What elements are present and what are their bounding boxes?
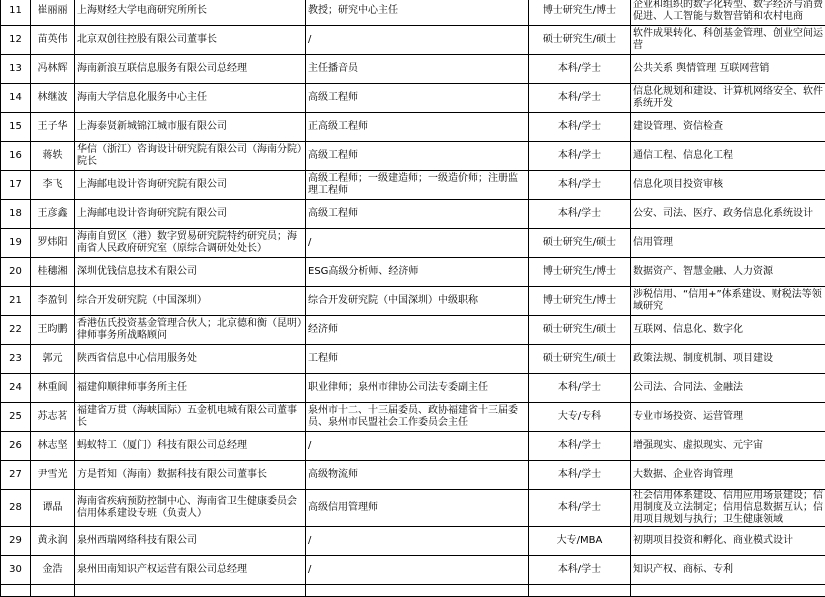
education-degree-cell: 本科/学士: [529, 142, 631, 171]
organization-position-cell: 上海泰贤新城锦江城市服有限公司: [75, 113, 306, 142]
expertise-field-cell: 初期项目投资和孵化、商业模式设计: [631, 527, 825, 556]
organization-position-cell: 上海邮电设计咨询研究院有限公司: [75, 200, 306, 229]
table-row: [1, 55, 825, 84]
table-row: [1, 84, 825, 113]
professional-title-cell: 高级工程师: [306, 200, 529, 229]
professional-title-cell: 教授；研究中心主任: [306, 0, 529, 26]
professional-title-cell: 正高级工程师: [306, 113, 529, 142]
professional-title-cell: /: [306, 26, 529, 55]
expertise-field-cell: 社会信用体系建设、信用应用场景建设；信用制度及立法制定；信用信息数据互认；信用项目规划与执行；卫生健康领域: [631, 490, 825, 527]
professional-title-cell: 高级物流师: [306, 461, 529, 490]
education-degree-cell: 本科/学士: [529, 200, 631, 229]
education-degree-cell: 本科/学士: [529, 171, 631, 200]
expert-name-cell: 王昀鹏: [31, 316, 75, 345]
organization-position-cell: 香港伍氏投资基金管理合伙人；北京德和衡（昆明）律师事务所战略顾问: [75, 316, 306, 345]
expertise-field-cell: 软件成果转化、科创基金管理、创业空间运营: [631, 26, 825, 55]
expert-name-cell: 郭元: [31, 345, 75, 374]
education-degree-cell: 本科/学士: [529, 461, 631, 490]
table-row: [1, 556, 825, 585]
organization-position-cell: 海南大学信息化服务中心主任: [75, 84, 306, 113]
expert-name-cell: 林重阆: [31, 374, 75, 403]
table-row: [1, 461, 825, 490]
row-number-cell: 13: [1, 55, 31, 84]
professional-title-cell: /: [306, 556, 529, 585]
education-degree-cell: 本科/学士: [529, 55, 631, 84]
expertise-field-cell: 建设管理、资信检查: [631, 113, 825, 142]
organization-position-cell: 福建仰顺律师事务所主任: [75, 374, 306, 403]
education-degree-cell: 大专/专科: [529, 403, 631, 432]
expert-name-cell: 冯林辉: [31, 55, 75, 84]
row-number-cell: 28: [1, 490, 31, 527]
organization-position-cell: 泉州田南知识产权运营有限公司总经理: [75, 556, 306, 585]
table-row: [1, 229, 825, 258]
table-row: [1, 171, 825, 200]
education-degree-cell: 本科/学士: [529, 490, 631, 527]
expert-name-cell: 李飞: [31, 171, 75, 200]
professional-title-cell: 工程师: [306, 345, 529, 374]
row-number-cell: 14: [1, 84, 31, 113]
expert-name-cell: 李盈钊: [31, 287, 75, 316]
expert-name-cell: 桂穗湘: [31, 258, 75, 287]
organization-position-cell: 上海财经大学电商研究所所长: [75, 0, 306, 26]
organization-position-cell: 深圳优钱信息技术有限公司: [75, 258, 306, 287]
professional-title-cell: 泉州市十二、十三届委员、政协福建省十三届委员、泉州市民盟社会工作委员会主任: [306, 403, 529, 432]
education-degree-cell: 大专/MBA: [529, 527, 631, 556]
education-degree-cell: 博士研究生/博士: [529, 258, 631, 287]
table-row: [1, 490, 825, 527]
professional-title-cell: ESG高级分析师、经济师: [306, 258, 529, 287]
education-degree-cell: 博士研究生/博士: [529, 0, 631, 26]
education-degree-cell: 本科/学士: [529, 84, 631, 113]
organization-position-cell: 海南自贸区（港）数字贸易研究院特约研究员；海南省人民政府研究室（原综合调研处处长）: [75, 229, 306, 258]
table-row: [1, 0, 825, 26]
expert-name-cell: 林继波: [31, 84, 75, 113]
organization-position-cell: 海南省疾病预防控制中心、海南省卫生健康委员会信用体系建设专班（负责人）: [75, 490, 306, 527]
table-row: [1, 374, 825, 403]
table-row: [1, 26, 825, 55]
expert-name-cell: 苗英伟: [31, 26, 75, 55]
table-row: [1, 258, 825, 287]
row-number-cell: 16: [1, 142, 31, 171]
expertise-field-cell: 公共关系 舆情管理 互联网营销: [631, 55, 825, 84]
professional-title-cell: 主任播音员: [306, 55, 529, 84]
organization-position-cell: 北京双创往控股有限公司董事长: [75, 26, 306, 55]
professional-title-cell: 综合开发研究院（中国深圳）中级职称: [306, 287, 529, 316]
table-row: [1, 585, 825, 597]
professional-title-cell: /: [306, 432, 529, 461]
organization-position-cell: 华信（浙江）咨询设计研究院有限公司（海南分院）院长: [75, 142, 306, 171]
organization-position-cell: 泉州西瑞网络科技有限公司: [75, 527, 306, 556]
organization-position-cell: 蚂蚁特工（厦门）科技有限公司总经理: [75, 432, 306, 461]
education-degree-cell: 本科/学士: [529, 113, 631, 142]
expertise-field-cell: 政策法规、制度机制、项目建设: [631, 345, 825, 374]
education-degree-cell: 本科/学士: [529, 374, 631, 403]
expert-name-cell: 王子华: [31, 113, 75, 142]
expert-name-cell: 王彦鑫: [31, 200, 75, 229]
table-row: [1, 345, 825, 374]
organization-position-cell: [75, 585, 306, 597]
expertise-field-cell: 专业市场投资、运营管理: [631, 403, 825, 432]
row-number-cell: 17: [1, 171, 31, 200]
professional-title-cell: 高级工程师: [306, 142, 529, 171]
row-number-cell: 25: [1, 403, 31, 432]
expert-name-cell: 谭晶: [31, 490, 75, 527]
row-number-cell: 20: [1, 258, 31, 287]
expertise-field-cell: [631, 585, 825, 597]
table-row: [1, 113, 825, 142]
row-number-cell: 21: [1, 287, 31, 316]
organization-position-cell: 方是哲知（海南）数据科技有限公司董事长: [75, 461, 306, 490]
row-number-cell: 11: [1, 0, 31, 26]
education-degree-cell: 硕士研究生/硕士: [529, 316, 631, 345]
table-row: [1, 200, 825, 229]
professional-title-cell: 高级工程师；一级建造师；一级造价师；注册监理工程师: [306, 171, 529, 200]
education-degree-cell: 硕士研究生/硕士: [529, 229, 631, 258]
table-row: [1, 142, 825, 171]
organization-position-cell: 陕西省信息中心信用服务处: [75, 345, 306, 374]
organization-position-cell: 福建省万贯（海峡国际）五金机电城有限公司董事长: [75, 403, 306, 432]
education-degree-cell: [529, 585, 631, 597]
expertise-field-cell: 信息化项目投资审核: [631, 171, 825, 200]
organization-position-cell: 综合开发研究院（中国深圳）: [75, 287, 306, 316]
row-number-cell: 19: [1, 229, 31, 258]
expertise-field-cell: 公安、司法、医疗、政务信息化系统设计: [631, 200, 825, 229]
expertise-field-cell: 增强现实、虚拟现实、元宇宙: [631, 432, 825, 461]
professional-title-cell: /: [306, 527, 529, 556]
table-row: [1, 403, 825, 432]
expert-name-cell: 罗炜阳: [31, 229, 75, 258]
professional-title-cell: /: [306, 229, 529, 258]
table-row: [1, 527, 825, 556]
row-number-cell: [1, 585, 31, 597]
row-number-cell: 15: [1, 113, 31, 142]
expert-name-cell: 蒋轶: [31, 142, 75, 171]
expertise-field-cell: 企业和组织的数字化转型、数字经济与消费促进、人工智能与数智营销和农村电商: [631, 0, 825, 26]
row-number-cell: 18: [1, 200, 31, 229]
professional-title-cell: 职业律师；泉州市律协公司法专委副主任: [306, 374, 529, 403]
education-degree-cell: 本科/学士: [529, 556, 631, 585]
expert-name-cell: 黄永润: [31, 527, 75, 556]
expert-name-cell: 崔丽丽: [31, 0, 75, 26]
table-row: [1, 432, 825, 461]
table-row: [1, 287, 825, 316]
expertise-field-cell: 信用管理: [631, 229, 825, 258]
row-number-cell: 27: [1, 461, 31, 490]
education-degree-cell: 硕士研究生/硕士: [529, 345, 631, 374]
row-number-cell: 22: [1, 316, 31, 345]
row-number-cell: 30: [1, 556, 31, 585]
professional-title-cell: 高级信用管理师: [306, 490, 529, 527]
expert-name-cell: [31, 585, 75, 597]
row-number-cell: 29: [1, 527, 31, 556]
organization-position-cell: 海南新浪互联信息服务有限公司总经理: [75, 55, 306, 84]
professional-title-cell: 高级工程师: [306, 84, 529, 113]
roster-body: [1, 0, 825, 597]
expertise-field-cell: 大数据、企业咨询管理: [631, 461, 825, 490]
professional-title-cell: 经济师: [306, 316, 529, 345]
organization-position-cell: 上海邮电设计咨询研究院有限公司: [75, 171, 306, 200]
expertise-field-cell: 公司法、合同法、金融法: [631, 374, 825, 403]
expert-name-cell: 金浩: [31, 556, 75, 585]
expertise-field-cell: 数据资产、智慧金融、人力资源: [631, 258, 825, 287]
row-number-cell: 24: [1, 374, 31, 403]
row-number-cell: 12: [1, 26, 31, 55]
row-number-cell: 23: [1, 345, 31, 374]
education-degree-cell: 硕士研究生/硕士: [529, 26, 631, 55]
professional-title-cell: [306, 585, 529, 597]
table-row: [1, 316, 825, 345]
expert-name-cell: 林志坚: [31, 432, 75, 461]
row-number-cell: 26: [1, 432, 31, 461]
expertise-field-cell: 互联网、信息化、数字化: [631, 316, 825, 345]
education-degree-cell: 本科/学士: [529, 432, 631, 461]
expertise-field-cell: 涉税信用、“信用+”体系建设、财税法等领域研究: [631, 287, 825, 316]
expertise-field-cell: 信息化规划和建设、计算机网络安全、软件系统开发: [631, 84, 825, 113]
expert-name-cell: 尹雪光: [31, 461, 75, 490]
expertise-field-cell: 通信工程、信息化工程: [631, 142, 825, 171]
education-degree-cell: 博士研究生/博士: [529, 287, 631, 316]
expertise-field-cell: 知识产权、商标、专利: [631, 556, 825, 585]
expert-name-cell: 苏志茗: [31, 403, 75, 432]
